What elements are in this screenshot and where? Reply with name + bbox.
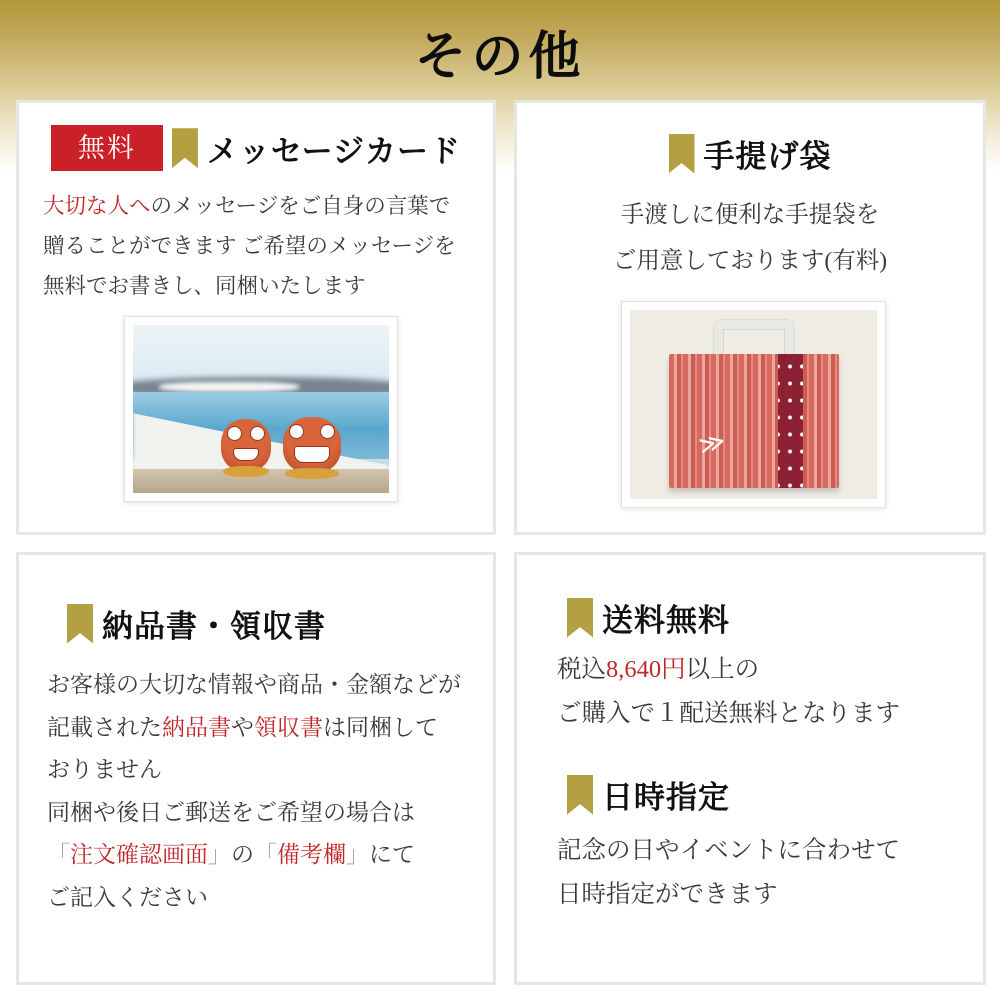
highlight-dear-person: 大切な人へ (43, 194, 151, 219)
bag-description: 手渡しに便利な手提袋を ご用意しております(有料) (612, 202, 888, 274)
bookmark-icon (67, 604, 93, 644)
shipping-header (567, 595, 983, 640)
free-badge: 無料 (51, 125, 163, 171)
receipt-header (67, 601, 493, 646)
bookmark-icon (172, 128, 198, 168)
white-buildings (159, 382, 300, 392)
receipt-heading: 納品書・領収書 (102, 609, 326, 644)
bag-scene (630, 310, 877, 499)
message-card-heading: メッセージカード (206, 133, 462, 169)
shisa-beach-photo (124, 316, 398, 502)
white-motif: ≫ (695, 426, 724, 461)
bookmark-icon (669, 134, 695, 174)
message-card-header (19, 125, 493, 171)
highlight-remarks-field: 備考欄 (277, 842, 346, 867)
beach-scene (133, 325, 389, 493)
receipt-section (16, 552, 496, 985)
shipping-section (514, 552, 986, 985)
highlight-receipt: 領収書 (254, 714, 323, 740)
receipt-description: お客様の大切な情報や商品・金額などが 記載された納品書や領収書は同梱して おりません 同梱や後日ご郵送をご希望の場合は 「注文確認画面」の「備考欄」にて ご記入ください (47, 672, 461, 910)
kasuri-pattern-band (778, 354, 803, 488)
bag-heading: 手提げ袋 (703, 139, 832, 174)
datetime-description: 記念の日やイベントに合わせて 日時指定ができます (557, 837, 900, 908)
bookmark-icon (567, 598, 593, 638)
highlight-order-confirm-screen: 注文確認画面 (70, 842, 208, 867)
message-card-section (16, 100, 496, 535)
paper-bag-photo (621, 301, 886, 508)
bookmark-icon (567, 775, 593, 815)
datetime-heading: 日時指定 (602, 780, 730, 815)
bag-section (514, 100, 986, 535)
datetime-header (567, 772, 983, 817)
highlight-delivery-slip: 納品書 (162, 714, 231, 740)
bag-header (517, 131, 983, 176)
page-title: その他 (414, 29, 586, 86)
highlight-price-threshold: 8,640円 (606, 656, 686, 683)
shisa-figurine-left (221, 419, 271, 471)
shipping-heading: 送料無料 (602, 603, 730, 638)
bag-body (669, 354, 839, 488)
shipping-description: 税込8,640円以上の ご購入で１配送無料となります (557, 656, 900, 727)
message-card-description: 大切な人へのメッセージをご自身の言葉で 贈ることができます ご希望のメッセージを 無料でお書きし、同梱いたします (43, 194, 456, 299)
shisa-figurine-right (283, 417, 341, 473)
